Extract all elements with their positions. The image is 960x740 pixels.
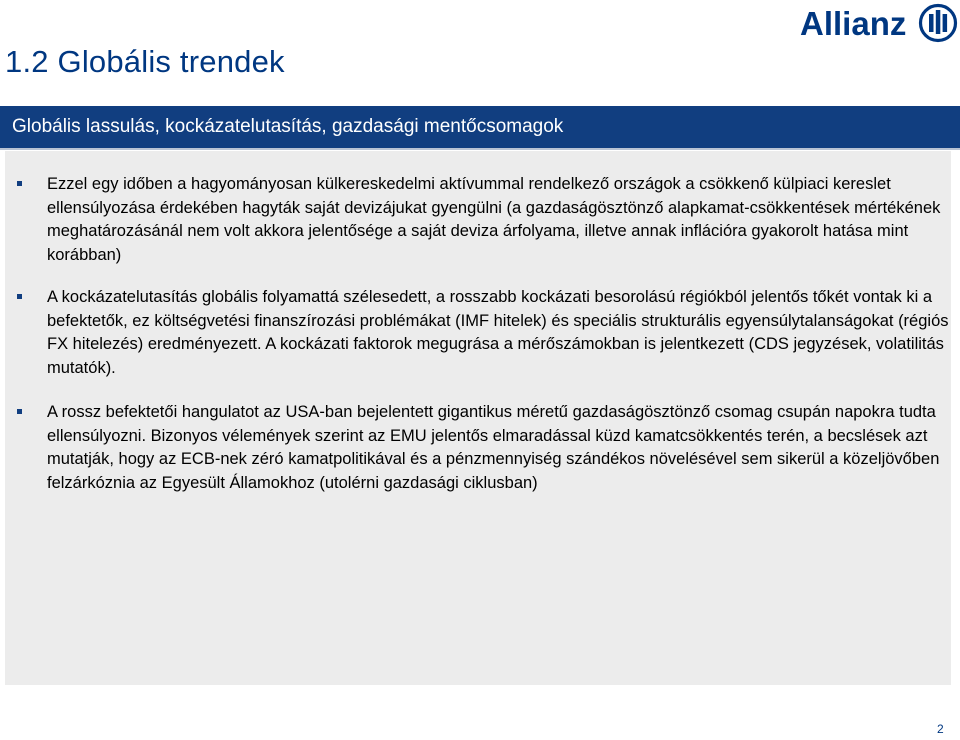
allianz-logo xyxy=(800,2,960,46)
bullet-square-icon xyxy=(17,294,22,299)
subtitle-text: Globális lassulás, kockázatelutasítás, gazdasági mentőcsomagok xyxy=(12,116,564,137)
allianz-eagle-icon xyxy=(921,6,956,41)
bullet-text: Ezzel egy időben a hagyományosan külkereskedelmi aktívummal rendelkező országok a csökkenő külpiaci kereslet ellensúlyozása érdekében hagyták saját devizájukat gyengülni (a gazdaságösztönző alapkamat-csökkentések mértékének meghatározásánál nem volt akkora jelentősége a saját deviza árfolyama, illetve annak inflációra gyakorolt hatása mint korábban) xyxy=(47,175,941,264)
slide-title: 1.2 Globális trendek xyxy=(5,44,285,79)
page-number: 2 xyxy=(937,722,944,736)
bullet-square-icon xyxy=(17,181,22,186)
content-box xyxy=(5,151,951,685)
svg-text:Allianz: Allianz xyxy=(800,5,907,42)
bullet-square-icon xyxy=(17,409,22,414)
subtitle-bar xyxy=(0,106,960,150)
bullet-text: A kockázatelutasítás globális folyamattá szélesedett, a rosszabb kockázati besorolású régiókból jelentős tőkét vontak ki a befektetők, ez költségvetési finanszírozási problémákat (IMF hitelek) és speciális strukturális egyensúlytalanságokat (régiós FX hitelezés) eredményezett. A kockázati faktorok megugrása a mérőszámokban is jelentkezett (CDS jegyzések, volatilitás mutatók). xyxy=(47,288,949,377)
bullet-text: A rossz befektetői hangulatot az USA-ban bejelentett gigantikus méretű gazdaságösztönző csomag csupán napokra tudta ellensúlyozni. Bizonyos vélemények szerint az EMU jelentős elmaradással küzd kamatcsökkentés terén, a becslések azt mutatják, hogy az ECB-nek zéró kamatpolitikával és a pénzmennyiség szándékos növelésével sem sikerül a közeljövőben felzárkóznia az Egyesült Államokhoz (utolérni gazdasági ciklusban) xyxy=(47,403,940,492)
